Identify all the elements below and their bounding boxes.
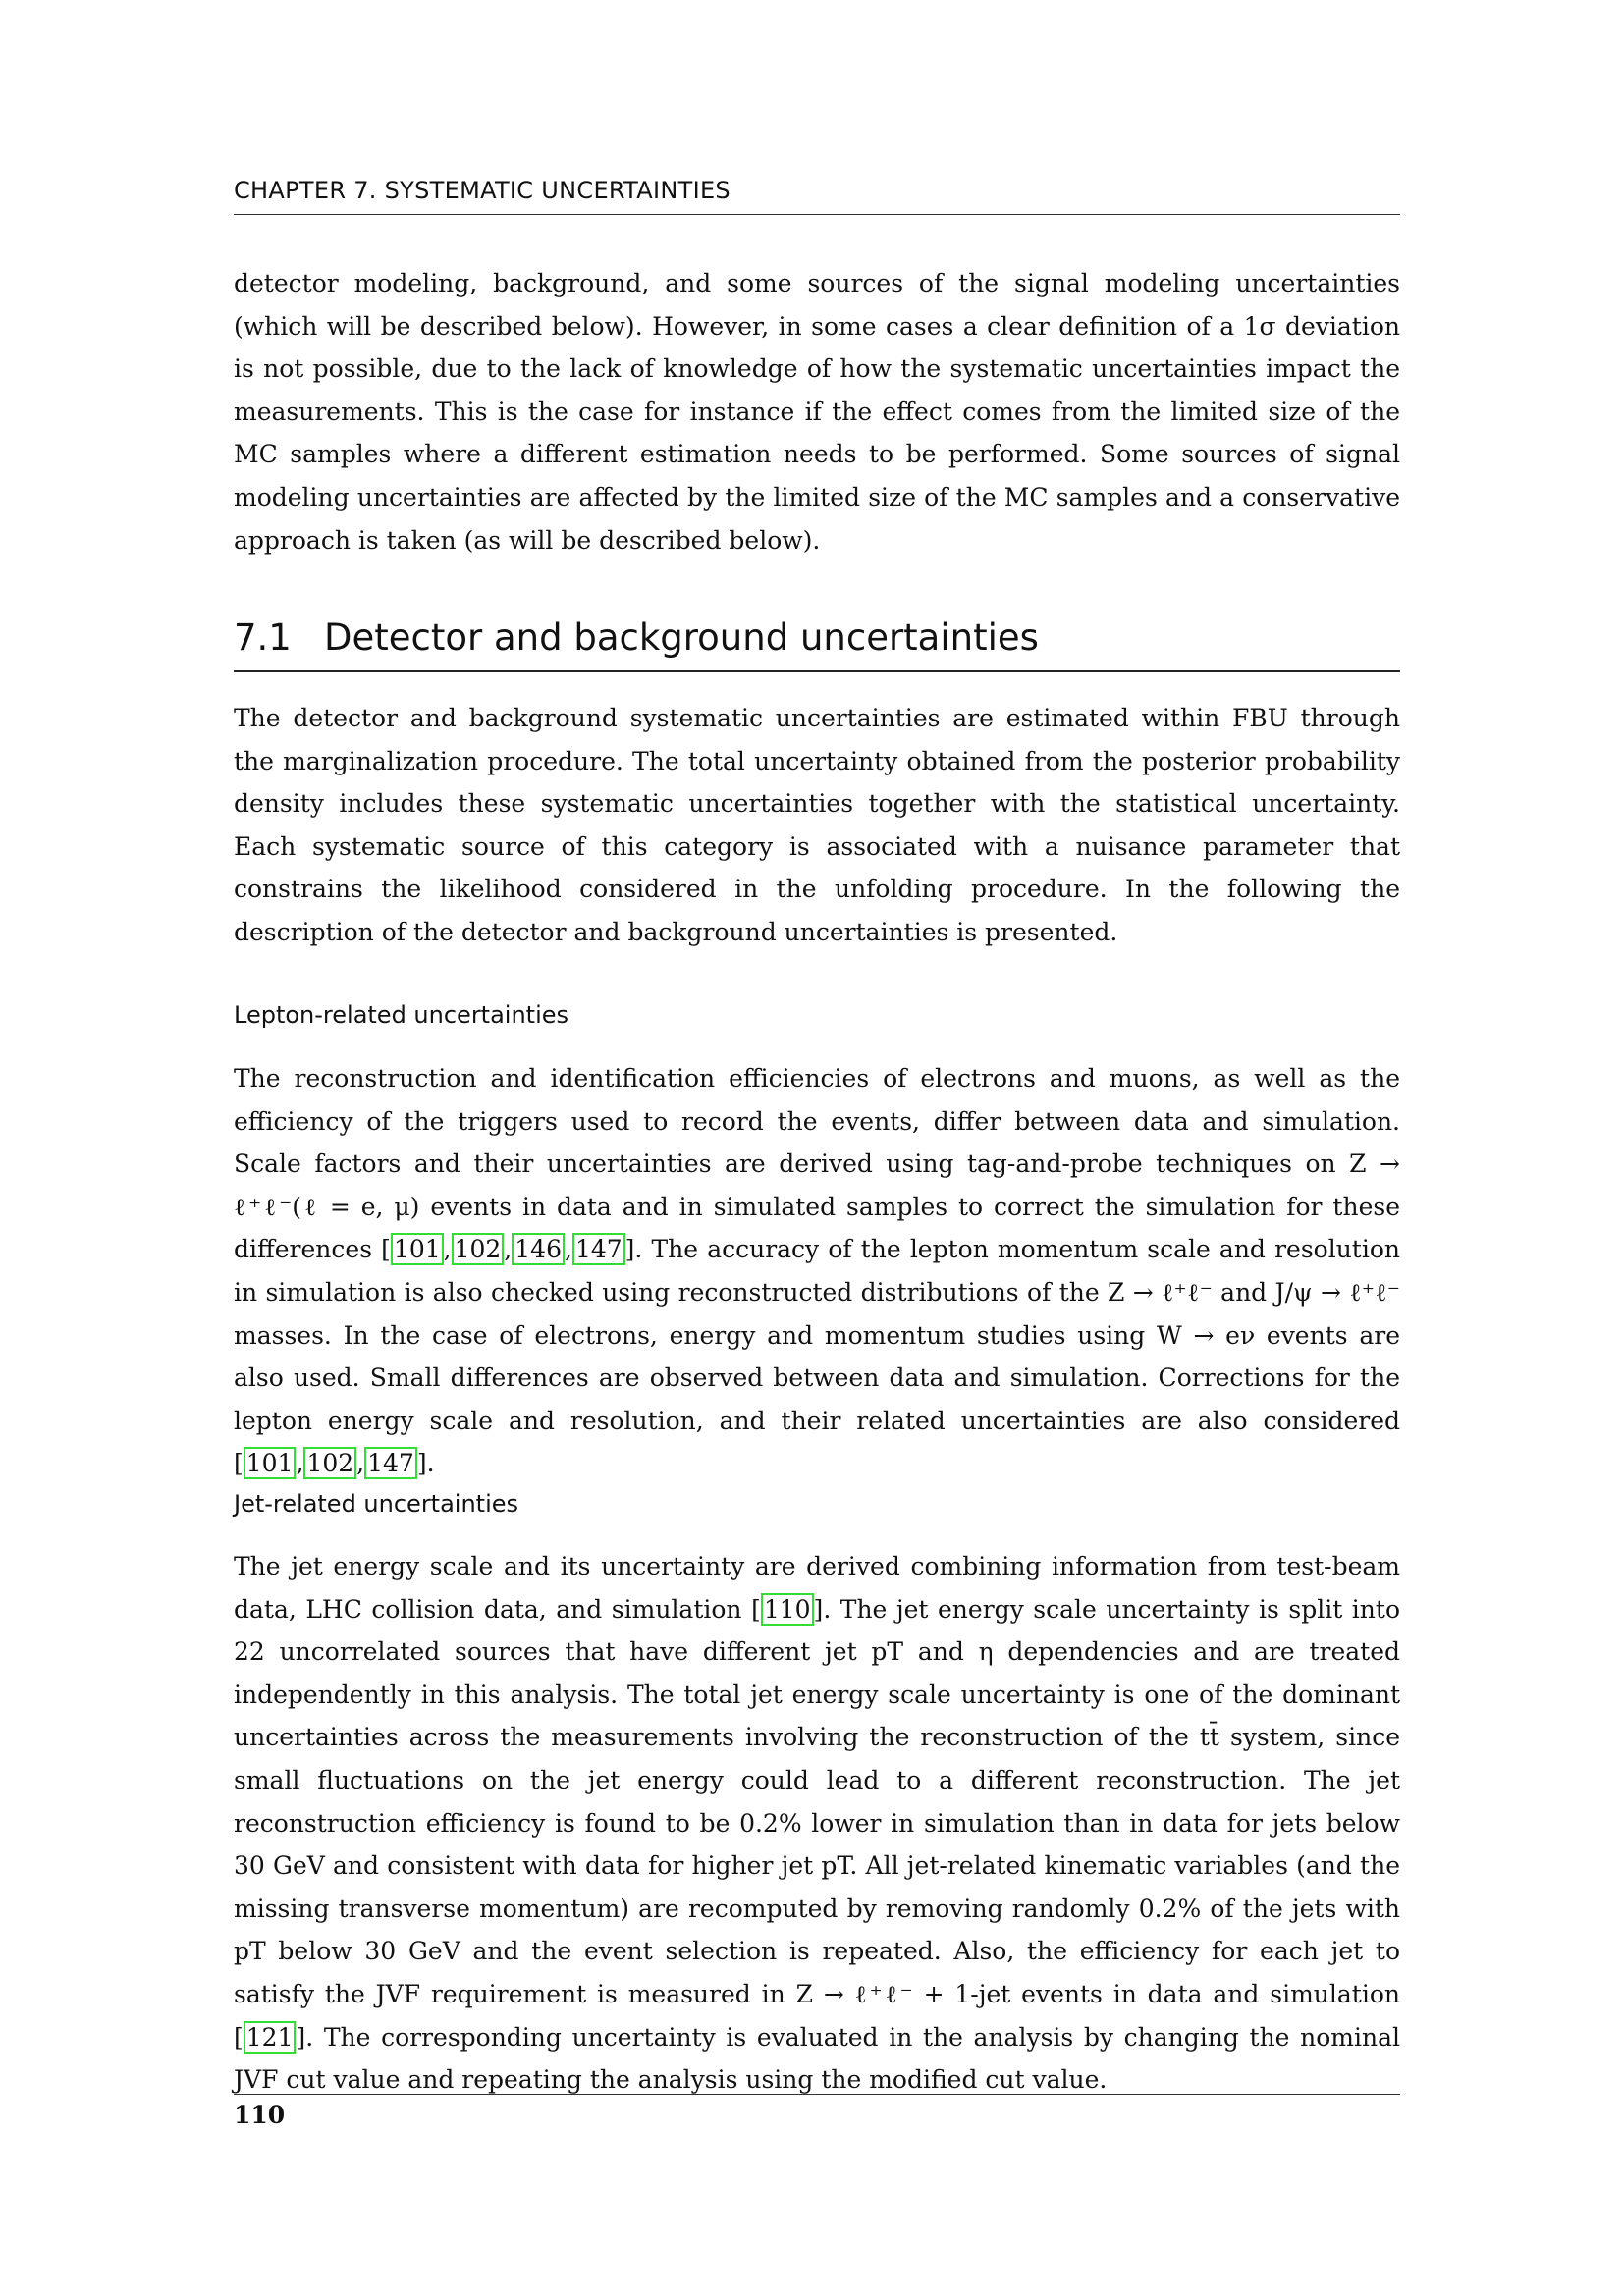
section-number: 7.1 [234, 616, 292, 659]
citation-link[interactable]: 146 [512, 1233, 565, 1265]
lepton-text-1: The reconstruction and identification efficiencies of electrons and muons, as well as the efficiency of the triggers used to record the events, differ between data and simulation. Scale factors and their uncertainties are derived using tag-and-probe techniques on Z → ℓ⁺ℓ⁻(ℓ = e, μ) events in data and in simulated samples to correct the simulation for these differences [234, 1064, 1400, 1264]
page-number: 110 [234, 2094, 1400, 2129]
citation-link[interactable]: 102 [303, 1447, 356, 1479]
running-header: CHAPTER 7. SYSTEMATIC UNCERTAINTIES [234, 177, 1400, 215]
section-title-text: Detector and background uncertainties [324, 616, 1039, 659]
citation-link[interactable]: 121 [244, 2021, 297, 2054]
lepton-text-3: . [426, 1449, 435, 1478]
section-heading [234, 616, 1400, 672]
jet-text-3: . The corresponding uncertainty is evaluated in the analysis by changing the nominal JVF cut value and repeating the analysis using the modified cut value. [234, 2022, 1400, 2095]
jet-subheading: Jet-related uncertainties [234, 1490, 519, 1518]
intro-paragraph: detector modeling, background, and some sources of the signal modeling uncertainties (which will be described below). However, in some cases a clear definition of a 1σ deviation is not possible, due to the lack of knowledge of how the systematic uncertainties impact the measurements. This is the case for instance if the effect comes from the limited size of the MC samples where a different estimation needs to be performed. Some sources of signal modeling uncertainties are affected by the limited size of the MC samples and a conservative approach is taken (as will be described below). [234, 269, 1400, 555]
citation-link[interactable]: 110 [761, 1593, 814, 1626]
lepton-subheading: Lepton-related uncertainties [234, 1001, 569, 1029]
citation-link[interactable]: 102 [452, 1233, 505, 1265]
citation-link[interactable]: 101 [391, 1233, 444, 1265]
lepton-paragraph: The reconstruction and identification efficiencies of electrons and muons, as well as the efficiency of the triggers used to record the events, differ between data and simulation. Scale factors and their uncertainties are derived using tag-and-probe techniques on Z → ℓ⁺ℓ⁻(ℓ = e, μ) events in data and in simulated samples to correct the simulation for these differences [ 101 , 102 , 146 , 147 ]. The accuracy of the lepton momentum scale and resolution in simulation is also checked using reconstructed distributions of the Z → ℓ⁺ℓ⁻ and J/ψ → ℓ⁺ℓ⁻ masses. In the case of electrons, energy and momentum studies using W → eν events are also used. Small differences are observed between data and simulation. Corrections for the lepton energy scale and resolution, and their related uncertainties are also considered [ 101 , 102 , 147 ]. [234, 1064, 1400, 1478]
section-intro-paragraph: The detector and background systematic uncertainties are estimated within FBU through the marginalization procedure. The total uncertainty obtained from the posterior probability density includes these systematic uncertainties together with the statistical uncertainty. Each systematic source of this category is associated with a nuisance parameter that constrains the likelihood considered in the unfolding procedure. In the following the description of the detector and background uncertainties is presented. [234, 704, 1400, 946]
citation-link[interactable]: 147 [572, 1233, 625, 1265]
jet-paragraph: The jet energy scale and its uncertainty are derived combining information from test-beam data, LHC collision data, and simulation [ 110 ]. The jet energy scale uncertainty is split into 22 uncorrelated sources that have different jet pT and η dependencies and are treated independently in this analysis. The total jet energy scale uncertainty is one of the dominant uncertainties across the measurements involving the reconstruction of the tt̄ system, since small fluctuations on the jet energy could lead to a different reconstruction. The jet reconstruction efficiency is found to be 0.2% lower in simulation than in data for jets below 30 GeV and consistent with data for higher jet pT. All jet-related kinematic variables (and the missing transverse momentum) are recomputed by removing randomly 0.2% of the jets with pT below 30 GeV and the event selection is repeated. Also, the efficiency for each jet to satisfy the JVF requirement is measured in Z → ℓ⁺ℓ⁻ + 1-jet events in data and simulation [ 121 ]. The corresponding uncertainty is evaluated in the analysis by changing the nominal JVF cut value and repeating the analysis using the modified cut value. [234, 1552, 1400, 2095]
citation-link[interactable]: 101 [244, 1447, 297, 1479]
lepton-text-2: . The accuracy of the lepton momentum scale and resolution in simulation is also checked using reconstructed distributions of the Z → ℓ⁺ℓ⁻ and J/ψ → ℓ⁺ℓ⁻ masses. In the case of electrons, energy and momentum studies using W → eν events are also used. Small differences are observed between data and simulation. Corrections for the lepton energy scale and resolution, and their related uncertainties are also considered [234, 1235, 1400, 1435]
jet-text-2: . The jet energy scale uncertainty is split into 22 uncorrelated sources that have different jet pT and η dependencies and are treated independently in this analysis. The total jet energy scale uncertainty is one of the dominant uncertainties across the measurements involving the reconstruction of the tt̄ system, since small fluctuations on the jet energy could lead to a different reconstruction. The jet reconstruction efficiency is found to be 0.2% lower in simulation than in data for jets below 30 GeV and consistent with data for higher jet pT. All jet-related kinematic variables (and the missing transverse momentum) are recomputed by removing randomly 0.2% of the jets with pT below 30 GeV and the event selection is repeated. Also, the efficiency for each jet to satisfy the JVF requirement is measured in Z → ℓ⁺ℓ⁻ + 1-jet events in data and simulation [234, 1594, 1400, 2008]
citation-link[interactable]: 147 [364, 1447, 417, 1479]
jet-text-1: The jet energy scale and its uncertainty are derived combining information from test-beam data, LHC collision data, and simulation [234, 1552, 1400, 1624]
